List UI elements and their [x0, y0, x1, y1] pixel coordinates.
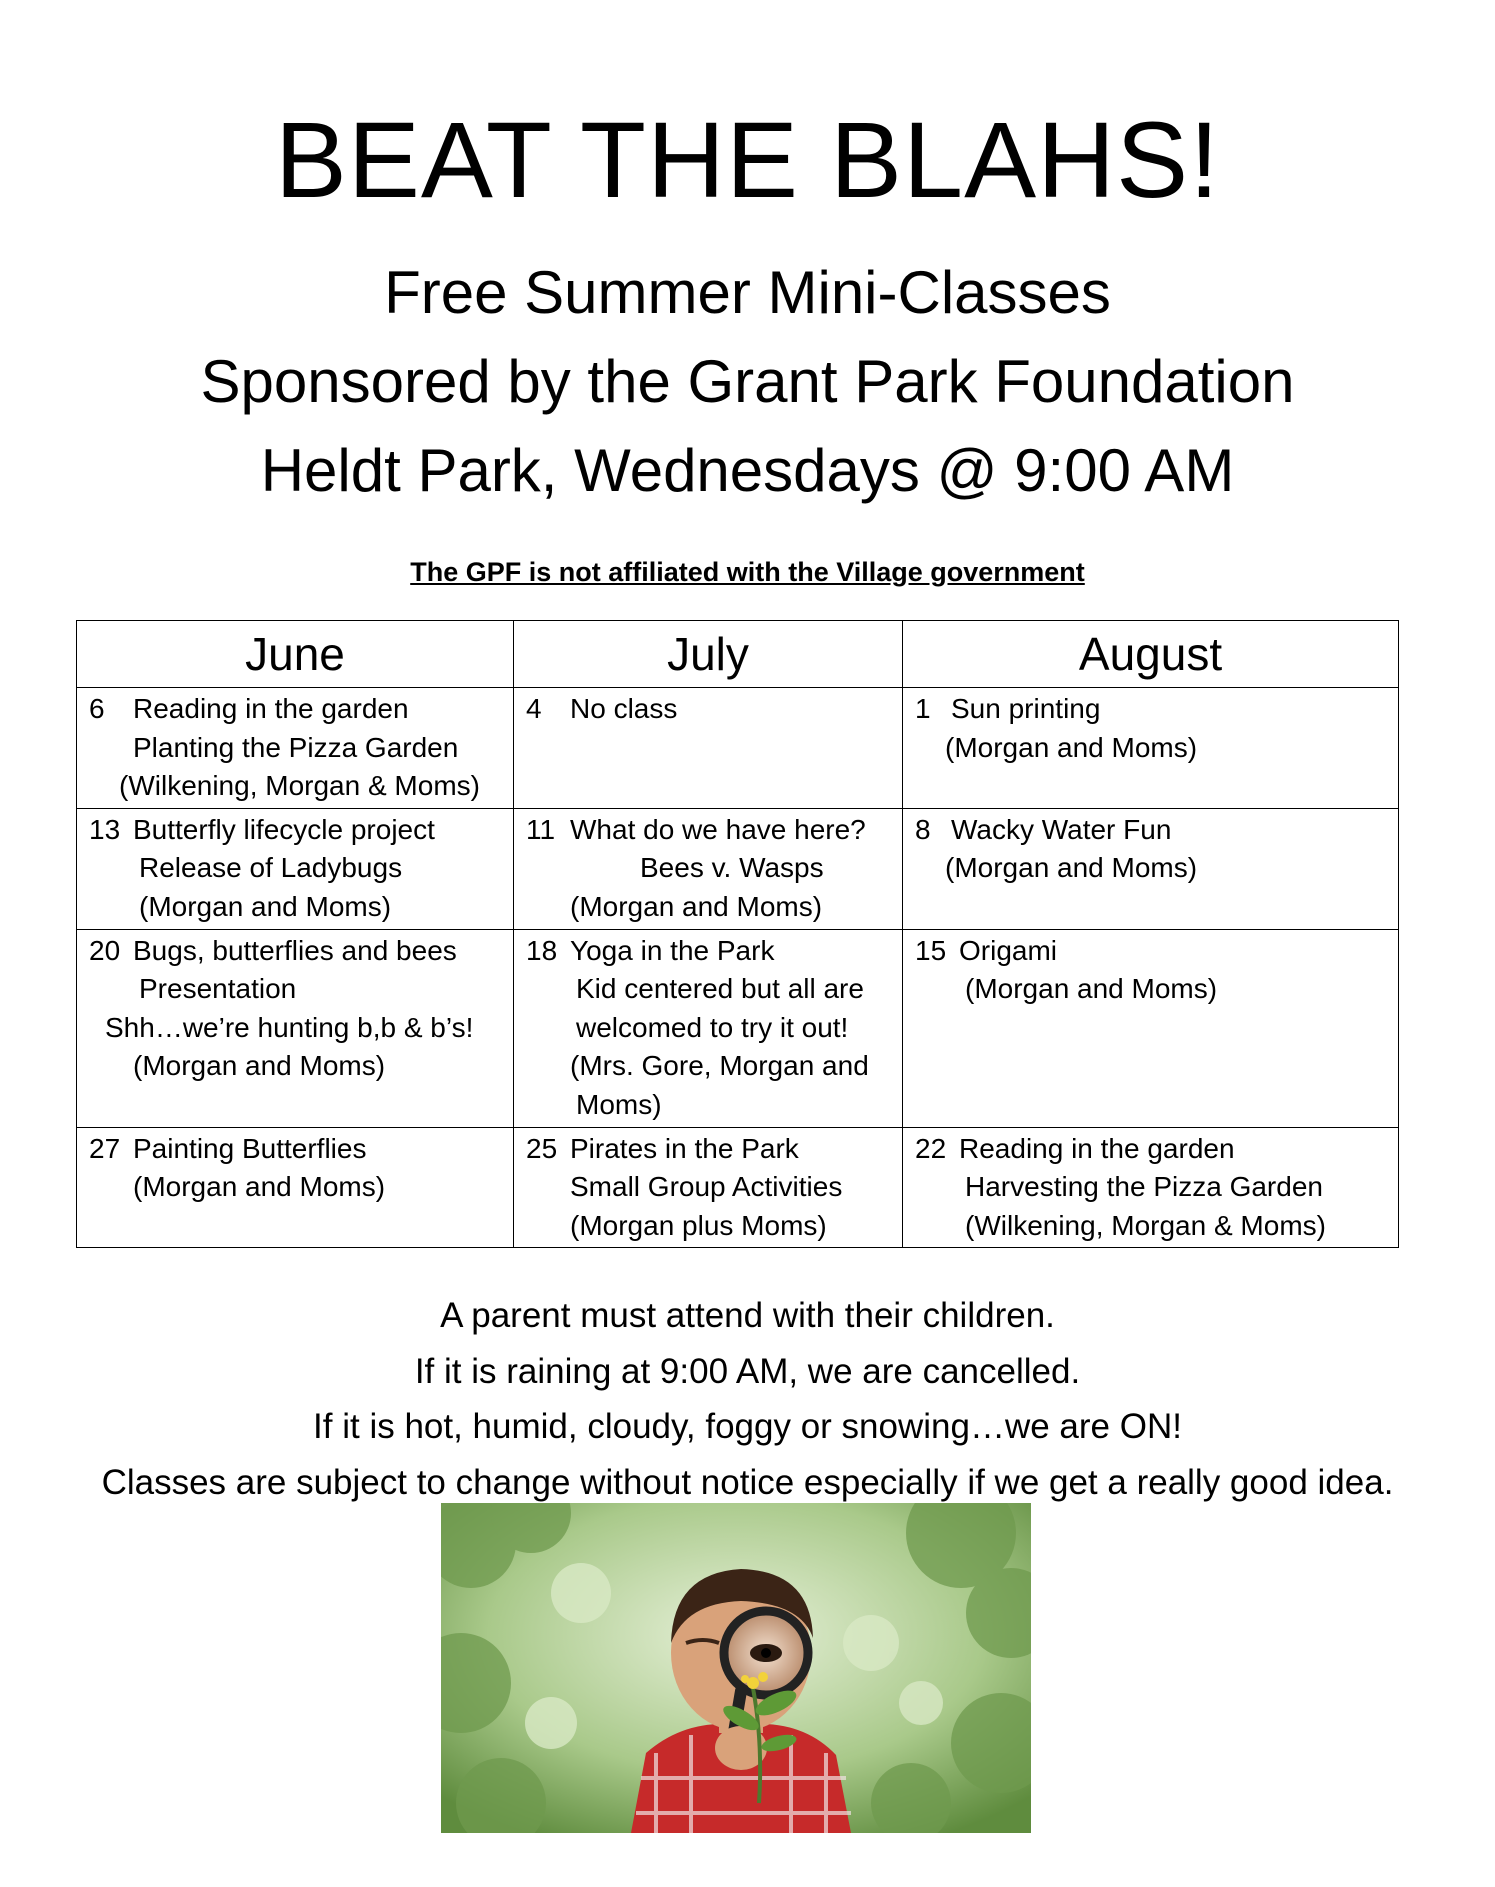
class-detail: Bees v. Wasps [640, 852, 824, 884]
note-weather-on: If it is hot, humid, cloudy, foggy or snowing…we are ON! [313, 1407, 1182, 1446]
month-header-june: June [77, 621, 514, 688]
note-parent-attend: A parent must attend with their children. [440, 1296, 1055, 1335]
class-hosts: (Morgan and Moms) [570, 890, 823, 922]
class-hosts: (Mrs. Gore, Morgan and [570, 1050, 869, 1082]
schedule-cell [514, 1127, 903, 1248]
class-detail: Harvesting the Pizza Garden [965, 1171, 1323, 1203]
disclaimer: The GPF is not affiliated with the Village government [410, 557, 1085, 587]
table-row [77, 929, 1399, 1127]
class-detail: Small Group Activities [570, 1171, 843, 1203]
schedule-cell [77, 688, 514, 809]
class-hosts: (Morgan and Moms) [139, 890, 392, 922]
class-title: Reading in the garden [133, 693, 409, 724]
subtitle-free-classes: Free Summer Mini-Classes [384, 259, 1111, 326]
class-title: Painting Butterflies [133, 1132, 367, 1164]
table-row [77, 688, 1399, 809]
notes-block [0, 1288, 1495, 1510]
class-title: Yoga in the Park [570, 934, 775, 966]
class-day: 15 [915, 934, 947, 966]
class-day: 22 [915, 1132, 947, 1164]
schedule-cell [514, 929, 903, 1127]
class-detail: Presentation [139, 973, 297, 1005]
schedule-cell [903, 929, 1399, 1127]
schedule-cell [77, 929, 514, 1127]
class-detail: Shh…we’re hunting b,b & b’s! [105, 1011, 474, 1043]
class-day: 25 [526, 1132, 558, 1164]
class-title: Bugs, butterflies and bees [133, 934, 457, 966]
class-hosts: (Wilkening, Morgan & Moms) [119, 770, 480, 802]
class-detail: Planting the Pizza Garden [133, 731, 459, 763]
class-detail: Kid centered but all are [576, 973, 864, 1005]
schedule-cell [903, 1127, 1399, 1248]
boy-with-magnifying-glass-photo [441, 1503, 1031, 1833]
note-rain-cancel: If it is raining at 9:00 AM, we are cancelled. [414, 1351, 1081, 1391]
note-subject-to-change: Classes are subject to change without notice especially if we get a really good idea. [101, 1462, 1394, 1502]
class-day: 6 [89, 693, 105, 724]
class-title: No class [570, 693, 678, 724]
schedule-table [76, 620, 1399, 1248]
month-header-august: August [903, 621, 1399, 688]
class-hosts: (Morgan and Moms) [965, 973, 1218, 1005]
class-hosts: (Wilkening, Morgan & Moms) [965, 1209, 1326, 1241]
schedule-cell [903, 808, 1399, 929]
class-title: Sun printing [951, 693, 1101, 724]
class-day: 4 [526, 693, 542, 724]
class-day: 13 [89, 813, 121, 845]
subtitle-sponsor: Sponsored by the Grant Park Foundation [200, 348, 1295, 415]
class-title: Origami [959, 934, 1058, 966]
poster-title: BEAT THE BLAHS! [274, 99, 1221, 220]
class-day: 18 [526, 934, 558, 966]
photo-illustration [441, 1503, 1031, 1833]
schedule-cell [903, 688, 1399, 809]
table-row [77, 808, 1399, 929]
class-day: 27 [89, 1132, 121, 1164]
schedule-cell [514, 808, 903, 929]
subtitle-location-time: Heldt Park, Wednesdays @ 9:00 AM [260, 437, 1235, 504]
class-hosts: (Morgan and Moms) [133, 1171, 386, 1203]
class-hosts: (Morgan and Moms) [945, 731, 1198, 763]
class-hosts: (Morgan and Moms) [133, 1050, 386, 1082]
schedule-cell [77, 1127, 514, 1248]
month-header-july: July [514, 621, 903, 688]
class-day: 11 [526, 813, 556, 845]
class-title: What do we have here? [570, 813, 866, 845]
class-hosts: (Morgan and Moms) [945, 852, 1198, 884]
class-title: Pirates in the Park [570, 1132, 799, 1164]
class-hosts: Moms) [576, 1088, 662, 1120]
schedule-cell [77, 808, 514, 929]
class-hosts: (Morgan plus Moms) [570, 1209, 827, 1241]
month-header-row [77, 621, 1399, 688]
class-title: Wacky Water Fun [951, 813, 1172, 845]
class-day: 8 [915, 813, 931, 845]
class-detail: welcomed to try it out! [576, 1011, 849, 1043]
class-day: 1 [915, 693, 931, 724]
class-title: Butterfly lifecycle project [133, 813, 435, 845]
table-row [77, 1127, 1399, 1248]
class-title: Reading in the garden [959, 1132, 1235, 1164]
schedule-cell [514, 688, 903, 809]
class-detail: Release of Ladybugs [139, 852, 403, 884]
class-day: 20 [89, 934, 121, 966]
